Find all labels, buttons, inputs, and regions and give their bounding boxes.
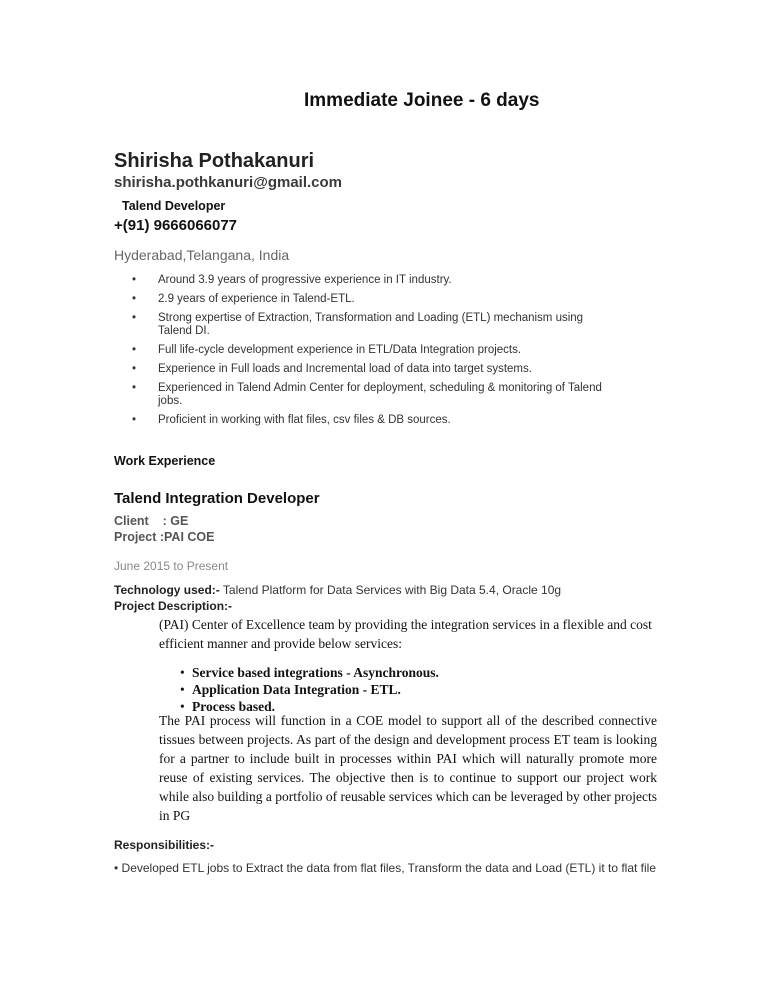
- responsibilities-heading: Responsibilities:-: [114, 838, 215, 852]
- bullet-icon: •: [180, 665, 185, 680]
- job-title: Talend Integration Developer: [114, 490, 320, 507]
- bullet-icon: •: [180, 682, 185, 697]
- project-description-body: The PAI process will function in a COE model to support all of the described connective tissues between projects. As part of the design and development process ET team is looking for a partner to include built in processes within PAI which will naturally promote more reuse of existing services. The objective then is to continue to support our project work while also building a portfolio of reusable services which can be leveraged by other projects in PG: [159, 713, 657, 823]
- candidate-location: Hyderabad,Telangana, India: [114, 247, 290, 263]
- list-item: • Application Data Integration - ETL.: [180, 682, 401, 697]
- list-item: • Experienced in Talend Admin Center for deployment, scheduling & monitoring of Talend jobs.: [132, 382, 602, 407]
- list-item: • Proficient in working with flat files, csv files & DB sources.: [132, 414, 451, 426]
- list-item: • 2.9 years of experience in Talend-ETL.: [132, 293, 355, 305]
- candidate-email: shirisha.pothkanuri@gmail.com: [114, 174, 343, 191]
- bullet-icon: •: [132, 382, 137, 394]
- client-line: Client : GE: [114, 514, 189, 528]
- headline: Immediate Joinee - 6 days: [304, 90, 540, 111]
- list-item: • Around 3.9 years of progressive experience in IT industry.: [132, 274, 452, 286]
- bullet-icon: •: [132, 274, 137, 286]
- services-list: [180, 664, 439, 715]
- bullet-icon: •: [132, 414, 137, 426]
- list-item: • Strong expertise of Extraction, Transformation and Loading (ETL) mechanism using Talend DI.: [132, 312, 584, 337]
- project-description-label: Project Description:-: [114, 599, 233, 613]
- project-description-intro: (PAI) Center of Excellence team by providing the integration services in a flexible and cost efficient manner and provide below services:: [159, 617, 652, 651]
- employment-dates: June 2015 to Present: [114, 559, 229, 573]
- candidate-phone: +(91) 9666066077: [114, 217, 238, 234]
- project-line: Project :PAI COE: [114, 530, 215, 544]
- candidate-role: Talend Developer: [122, 199, 226, 213]
- bullet-icon: •: [132, 312, 137, 324]
- list-item: • Process based.: [180, 699, 275, 714]
- technology-value: Talend Platform for Data Services with Big Data 5.4, Oracle 10g: [219, 583, 562, 597]
- bullet-icon: •: [132, 363, 137, 375]
- list-item: • Experience in Full loads and Incremental load of data into target systems.: [132, 363, 532, 375]
- technology-label: Technology used:-: [114, 583, 220, 597]
- work-experience-heading: Work Experience: [114, 454, 216, 468]
- responsibility-item: • Developed ETL jobs to Extract the data from flat files, Transform the data and Load (ETL) it to flat file: [114, 861, 657, 875]
- summary-list: [132, 274, 602, 433]
- list-item: • Service based integrations - Asynchronous.: [180, 665, 439, 680]
- list-item: • Full life-cycle development experience in ETL/Data Integration projects.: [132, 344, 522, 356]
- bullet-icon: •: [132, 293, 137, 305]
- bullet-icon: •: [180, 699, 185, 714]
- bullet-icon: •: [132, 344, 137, 356]
- candidate-name: Shirisha Pothakanuri: [114, 150, 315, 172]
- technology-line: [114, 583, 561, 597]
